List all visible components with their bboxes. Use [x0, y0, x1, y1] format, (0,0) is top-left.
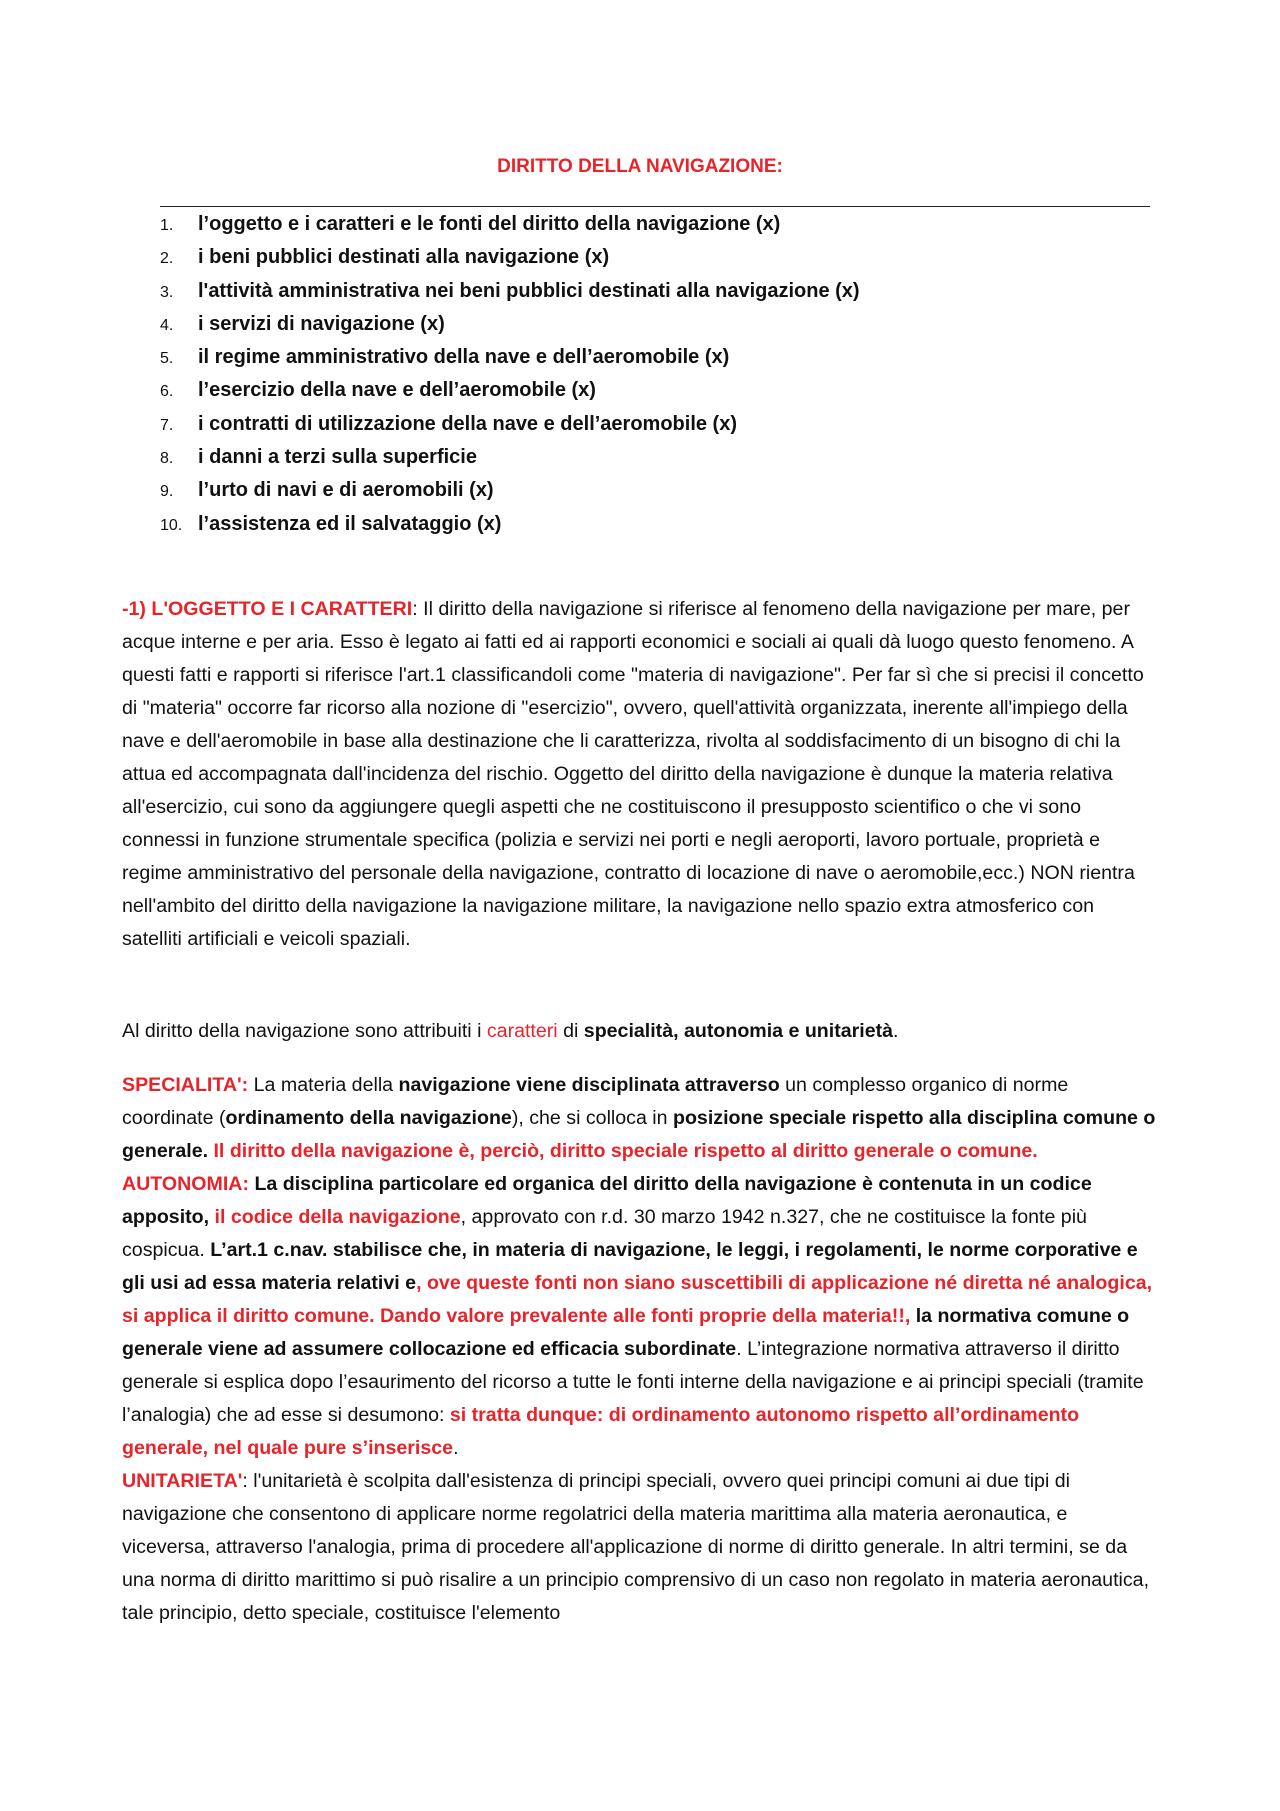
- paragraph-caratteri: [122, 1015, 1157, 1048]
- toc-text: l’urto di navi e di aeromobili (x): [198, 479, 494, 502]
- toc-number: 8.: [160, 450, 174, 468]
- toc-item: [160, 374, 1150, 407]
- title-divider: [160, 206, 1150, 207]
- table-of-contents: [160, 208, 1150, 541]
- red-bold-run: il codice della navigazione: [209, 1206, 461, 1228]
- text-run: .: [893, 1020, 899, 1042]
- toc-item: [160, 275, 1150, 308]
- section-caratteri-detail: [122, 1069, 1157, 1630]
- bold-run: L’art.1 c.nav. stabilisce che, in materia di navigazione, le leggi, i regolamenti, le norme corporative e gli usi ad essa materia relativi e: [122, 1239, 1138, 1294]
- toc-number: 5.: [160, 350, 174, 368]
- toc-item: [160, 508, 1150, 541]
- section-heading: -1) L'OGGETTO E I CARATTERI: [122, 598, 413, 620]
- heading-colon: :: [412, 598, 418, 620]
- toc-text: i danni a terzi sulla superficie: [198, 446, 477, 469]
- toc-text: l’oggetto e i caratteri e le fonti del diritto della navigazione (x): [198, 213, 781, 235]
- document-title: DIRITTO DELLA NAVIGAZIONE:: [497, 156, 783, 177]
- paragraph-text: : l'unitarietà è scolpita dall'esistenza di principi speciali, ovvero quei principi comuni ai due tipi di navigazione che consentono di applicare norme regolatrici della materia marittima alla materia aeronautica, e viceversa, attraverso l'analogia, prima di procedere all'applicazione di norme di diritto generale. In altri termini, se da una norma di diritto marittimo si può risalire a un principio comprensivo di un caso non regolato in materia aeronautica, tale principio, detto speciale, costituisce l'elemento: [122, 1470, 1150, 1624]
- toc-number: 4.: [160, 316, 174, 334]
- text-run: un complesso organico di norme coordinate (: [122, 1074, 1069, 1129]
- section-oggetto: [122, 593, 1157, 956]
- toc-text: i beni pubblici destinati alla navigazione (x): [198, 246, 610, 269]
- toc-item: [160, 208, 1150, 241]
- label-unitarieta: UNITARIETA': [122, 1470, 243, 1492]
- text-run: La materia della: [248, 1074, 399, 1096]
- toc-text: il regime amministrativo della nave e dell’aeromobile (x): [198, 346, 730, 369]
- toc-item: [160, 308, 1150, 341]
- toc-item: [160, 474, 1150, 507]
- section-caratteri: [122, 1015, 1157, 1048]
- paragraph-autonomia: [122, 1168, 1157, 1465]
- text-run: Al diritto della navigazione sono attribuiti i: [122, 1020, 487, 1042]
- toc-number: 1.: [160, 217, 174, 234]
- red-bold-run: Il diritto della navigazione è, perciò, diritto speciale rispetto al diritto generale o comune.: [208, 1140, 1038, 1162]
- toc-text: l’esercizio della nave e dell’aeromobile (x): [198, 379, 596, 402]
- bold-run: ordinamento della navigazione: [225, 1107, 512, 1129]
- toc-item: [160, 408, 1150, 441]
- text-run: di: [557, 1020, 584, 1042]
- toc-text: i contratti di utilizzazione della nave e dell’aeromobile (x): [198, 412, 738, 435]
- text-run: .: [453, 1437, 459, 1459]
- label-specialita: SPECIALITA':: [122, 1074, 249, 1096]
- red-bold-run: , ove queste fonti non siano suscettibili di applicazione né diretta né analogica, si applica il diritto comune. Dando valore prevalente alle fonti proprie della materia!!,: [122, 1272, 1153, 1327]
- toc-number: 10.: [160, 516, 183, 534]
- paragraph-text: Il diritto della navigazione si riferisce al fenomeno della navigazione per mare, per acque interne e per aria. Esso è legato ai fatti ed ai rapporti economici e sociali ai quali dà luogo questo fenomeno. A questi fatti e rapporti si riferisce l'art.1 classificandoli come "materia di navigazione". Per far sì che si precisi il concetto di "materia" occorre far ricorso alla nozione di "esercizio", ovvero, quell'attività organizzata, inerente all'impiego della nave e dell'aeromobile in base alla destinazione che li caratterizza, rivolta al soddisfacimento di un bisogno di chi la attua ed accompagnata dall'incidenza del rischio. Oggetto del diritto della navigazione è dunque la materia relativa all'esercizio, cui sono da aggiungere quegli aspetti che ne costituiscono il presupposto scientifico o che vi sono connessi in funzione strumentale specifica (polizia e servizi nei porti e negli aeroporti, lavoro portuale, proprietà e regime amministrativo del personale della navigazione, contratto di locazione di nave o aeromobile,ecc.) NON rientra nell'ambito del diritto della navigazione la navigazione militare, la navigazione nello spazio extra atmosferico con satelliti artificiali e veicoli spaziali.: [122, 598, 1144, 950]
- label-autonomia: AUTONOMIA:: [122, 1173, 249, 1195]
- toc-number: 2.: [160, 250, 174, 268]
- text-run: . L’integrazione normativa attraverso il diritto generale si esplica dopo l’esaurimento del ricorso a tutte le fonti interne della navigazione e ai principi speciali (tramite l’analogia) che ad esse si desumono:: [122, 1338, 1144, 1426]
- toc-text: l’assistenza ed il salvataggio (x): [198, 512, 502, 535]
- text-run: ), che si colloca in: [511, 1107, 673, 1129]
- bold-run: La disciplina particolare ed organica del diritto della navigazione è contenuta in un codice apposito,: [122, 1173, 1092, 1228]
- bold-run: posizione speciale rispetto alla disciplina comune o generale.: [122, 1107, 1156, 1162]
- highlight-caratteri: caratteri: [486, 1020, 558, 1042]
- toc-item: [160, 441, 1150, 474]
- bold-run: la normativa comune o generale viene ad assumere collocazione ed efficacia subordinate: [122, 1305, 1130, 1360]
- bold-run: navigazione viene disciplinata attraverso: [398, 1074, 780, 1096]
- toc-item: [160, 241, 1150, 274]
- bold-caratteri-list: specialità, autonomia e unitarietà: [583, 1020, 894, 1042]
- toc-number: 7.: [160, 416, 174, 434]
- toc-number: 3.: [160, 283, 174, 301]
- paragraph-specialita: [122, 1069, 1157, 1168]
- toc-text: l'attività amministrativa nei beni pubblici destinati alla navigazione (x): [198, 279, 860, 302]
- red-bold-run: si tratta dunque: di ordinamento autonomo rispetto all’ordinamento generale, nel quale pure s’inserisce: [122, 1404, 1080, 1459]
- toc-text: i servizi di navigazione (x): [198, 312, 445, 335]
- toc-number: 6.: [160, 383, 174, 401]
- paragraph-unitarieta: [122, 1465, 1157, 1630]
- toc-number: 9.: [160, 483, 174, 501]
- toc-item: [160, 341, 1150, 374]
- paragraph-oggetto: [122, 593, 1157, 956]
- text-run: , approvato con r.d. 30 marzo 1942 n.327, che ne costituisce la fonte più cospicua.: [122, 1206, 1087, 1261]
